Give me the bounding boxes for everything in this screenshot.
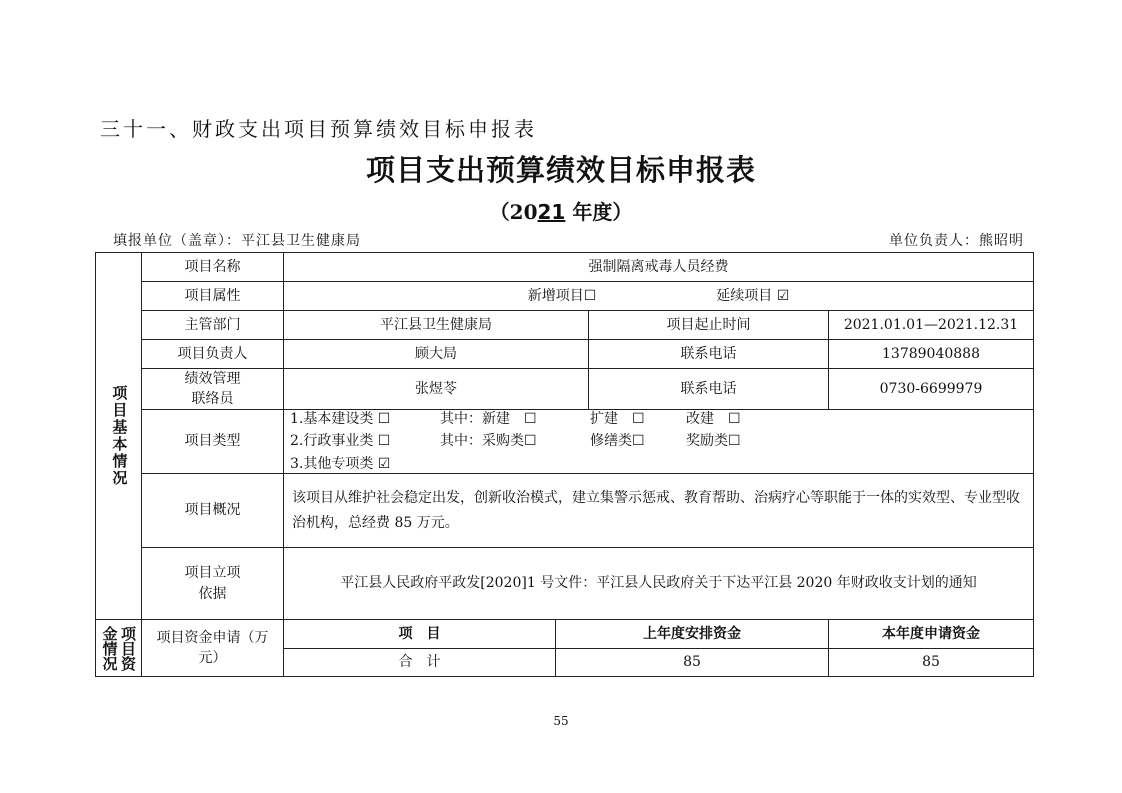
year-tail: 年度） [565,200,633,224]
unit-head: 单位负责人：熊昭明 [889,233,1024,249]
lead-phone-value: 13789040888 [828,339,1034,369]
section-funds-cell [95,619,142,677]
overview-label: 项目概况 [141,473,284,548]
type-options-cell [283,409,1034,474]
type-option-repair: 修缮类☐ [590,433,645,450]
page-title: 项目支出预算绩效目标申报表 [365,153,756,187]
funds-head-item: 项 目 [283,619,556,649]
page-number: 55 [553,714,569,728]
type-option-rebuild: 改建 ☐ [686,411,741,428]
basis-label-line-1: 项目立项 [184,565,241,582]
type-option-purchase: 其中：采购类☐ [440,433,537,450]
funds-row-this-year: 85 [828,648,1034,677]
type-option-new: 其中：新建 ☐ [440,411,537,428]
basis-value: 平江县人民政府平政发[2020]1 号文件：平江县人民政府关于下达平江县 2020 年财政收支计划的通知 [283,547,1034,620]
funds-row-item: 合 计 [283,648,556,677]
perf-phone-label: 联系电话 [588,368,829,410]
basis-label-cell [141,547,284,620]
section-basic-cell [95,252,142,620]
lead-value: 顾大局 [283,339,589,369]
overview-value: 该项目从维护社会稳定出发，创新收治模式，建立集警示惩戒、教育帮助、治病疗心等职能于一体的实效型、专业型收治机构，总经费 85 万元。 [292,490,1020,531]
section-basic-label: 项目基本情况 [110,385,129,487]
lead-phone-label: 联系电话 [588,339,829,369]
type-label: 项目类型 [141,409,284,474]
type-option-admin: 2.行政事业类 ☐ [290,433,391,450]
type-option-basic: 1.基本建设类 ☐ [290,411,391,428]
budget-table [95,252,1034,677]
perf-value: 张煜苓 [283,368,589,410]
attr-label: 项目属性 [141,281,284,311]
type-option-expand: 扩建 ☐ [590,411,645,428]
section-title: 三十一、财政支出项目预算绩效目标申报表 [100,117,537,141]
overview-cell [283,473,1034,548]
type-option-other: 3.其他专项类 ☑ [290,455,391,472]
type-option-reward: 奖励类☐ [686,433,741,450]
funds-label: 项目资金申请（万元） [141,619,284,677]
basis-label-line-2: 依据 [198,585,227,602]
fill-unit: 填报单位（盖章）：平江县卫生健康局 [113,233,361,249]
dept-label: 主管部门 [141,310,284,340]
perf-label-line-1: 绩效管理 [184,370,241,387]
attr-value-cell [283,281,1034,311]
perf-phone-value: 0730-6699979 [828,368,1034,410]
attr-new-option: 新增项目☐ [527,287,597,304]
year-line [0,196,1122,225]
funds-row-last-year: 85 [555,648,829,677]
funds-head-this-year: 本年度申请资金 [828,619,1034,649]
section-funds-label-2: 金情况 [100,625,119,671]
year-suffix: 21 [537,200,566,224]
funds-head-last-year: 上年度安排资金 [555,619,829,649]
name-label: 项目名称 [141,252,284,282]
lead-label: 项目负责人 [141,339,284,369]
perf-label-cell [141,368,284,410]
year-prefix: （20 [489,200,538,224]
period-value: 2021.01.01—2021.12.31 [828,310,1034,340]
attr-cont-option: 延续项目 ☑ [716,287,790,304]
name-value: 强制隔离戒毒人员经费 [283,252,1034,282]
section-funds-label-1: 项目资 [119,625,137,671]
perf-label-line-2: 联络员 [191,391,234,407]
dept-value: 平江县卫生健康局 [283,310,589,340]
period-label: 项目起止时间 [588,310,829,340]
